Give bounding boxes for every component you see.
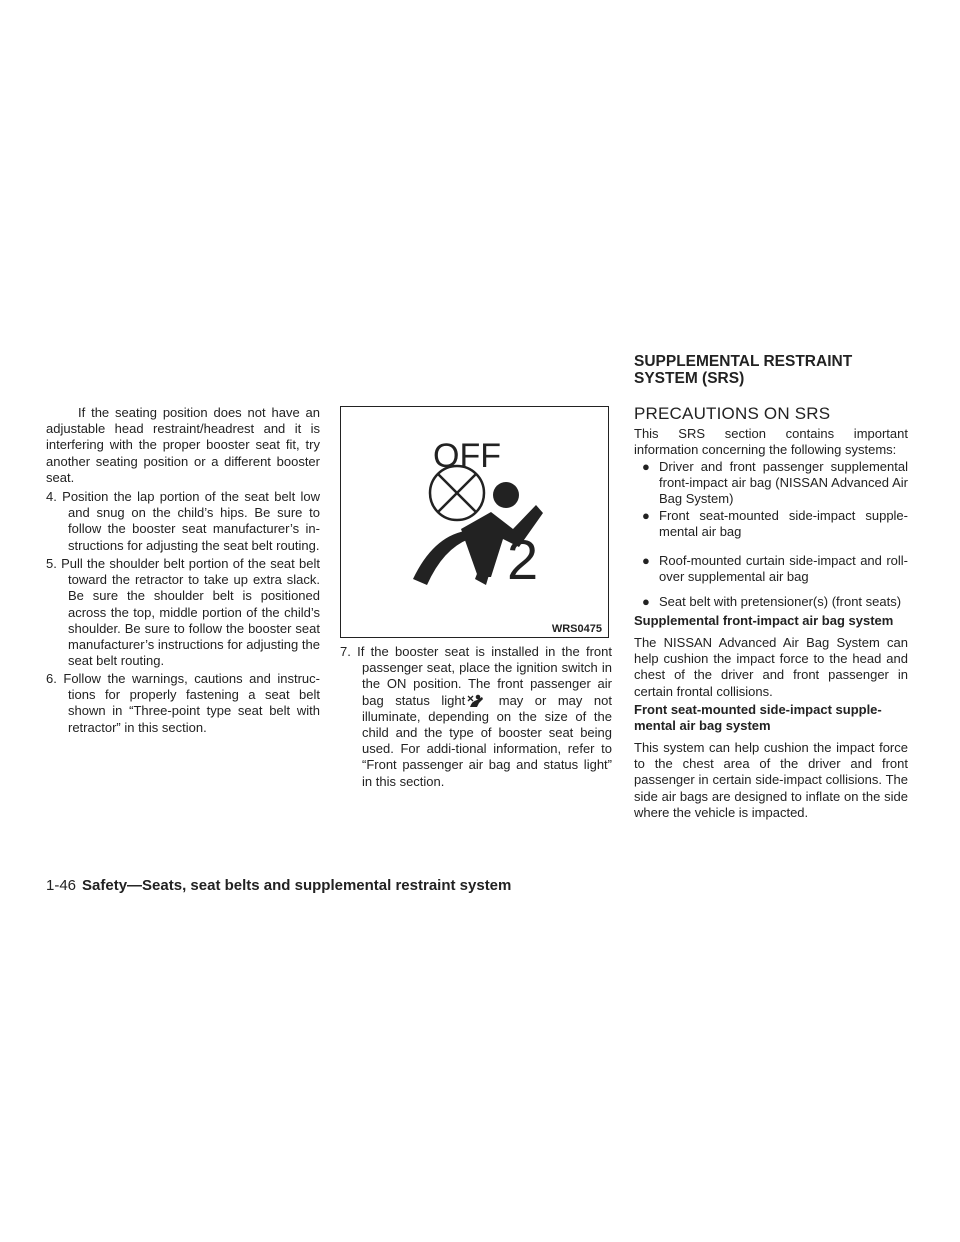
item-text: Position the lap portion of the seat belt low and snug on the child’s hips. Be sure to follow the booster seat manufacturer’s in-structions for adjusting the seat belt routing. — [62, 489, 320, 553]
bullet-text: Front seat-mounted side-impact supple-mental air bag — [659, 508, 908, 540]
bullet-item — [634, 553, 908, 585]
item-number: 5. — [46, 556, 57, 571]
list-item-4 — [46, 489, 320, 554]
off-label: OFF — [433, 437, 501, 475]
bullet-item — [634, 594, 908, 610]
figure-code: WRS0475 — [551, 623, 602, 635]
bullet-item — [634, 459, 908, 508]
subheading-side-impact: Front seat-mounted side-impact supple-mental air bag system — [634, 702, 882, 734]
page-footer — [46, 877, 511, 894]
front-impact-paragraph: The NISSAN Advanced Air Bag System can help cushion the impact force to the head and chest of the driver and front passenger in certain frontal collisions. — [634, 635, 908, 699]
side-impact-paragraph: This system can help cushion the impact force to the chest area of the driver and front passenger in certain side-impact collisions. The side air bags are designed to inflate on the side where the vehicle is impacted. — [634, 740, 908, 820]
list-item-6 — [46, 671, 320, 736]
bullet-icon: ● — [642, 508, 650, 523]
airbag-off-indicator-icon — [341, 407, 608, 637]
item-number: 4. — [46, 489, 57, 504]
item-number: 6. — [46, 671, 57, 686]
item-text: Follow the warnings, cautions and instruc-tions for properly fastening a seat belt shown in “Three-point type seat belt with retractor” in this section. — [63, 671, 320, 735]
item-text-continued: may or may not illuminate, depending on the size of the child and the type of booster seat being used. For addi-tional information, refer to “Front passenger air bag and status light” in this section. — [362, 692, 612, 789]
airbag-off-figure — [340, 406, 609, 638]
precautions-heading: PRECAUTIONS ON SRS — [634, 404, 831, 423]
bullet-text: Seat belt with pretensioner(s) (front seats) — [659, 594, 902, 609]
item-number: 7. — [340, 644, 351, 659]
intro-paragraph: If the seating position does not have an adjustable head restraint/headrest and it is interfering with the proper booster seat fit, try another seating position or a different booster seat. — [46, 405, 320, 485]
bullet-icon: ● — [642, 553, 650, 568]
footer-title: Safety—Seats, seat belts and supplemental restraint system — [82, 877, 512, 894]
subheading-front-impact: Supplemental front-impact air bag system — [634, 613, 894, 628]
list-item-7 — [340, 644, 612, 790]
item-text: Pull the shoulder belt portion of the seat belt toward the retractor to take up extra slack. Be sure the shoulder belt is positioned across the top, middle portion of the child’s shoulder. Be sure to follow the booster seat manufacturer’s instructions for adjusting the seat belt routing. — [61, 556, 320, 669]
number-label: 2 — [507, 528, 539, 591]
list-item-5 — [46, 556, 320, 669]
bullet-text: Driver and front passenger supplemental front-impact air bag (NISSAN Advanced Air Bag System) — [659, 459, 908, 507]
section-title: SUPPLEMENTAL RESTRAINT SYSTEM (SRS) — [634, 353, 853, 387]
precautions-intro: This SRS section contains important information concerning the following systems: — [634, 426, 908, 458]
bullet-item — [634, 508, 908, 540]
bullet-icon: ● — [642, 459, 650, 474]
page-number: 1-46 — [46, 877, 77, 894]
bullet-text: Roof-mounted curtain side-impact and roll-over supplemental air bag — [659, 553, 908, 585]
airbag-status-icon — [467, 694, 485, 708]
bullet-icon: ● — [642, 594, 650, 609]
item-text: If the booster seat is installed in the front passenger seat, place the ignition switch in the ON position. The front passenger air bag status light — [357, 644, 612, 708]
